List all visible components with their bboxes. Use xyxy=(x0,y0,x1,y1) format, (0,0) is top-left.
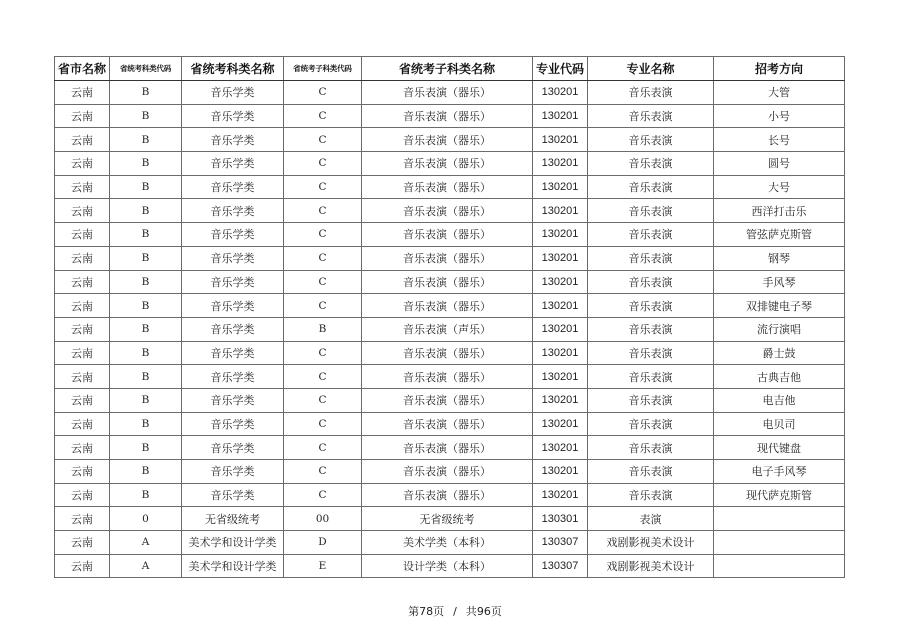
table-row xyxy=(55,128,845,152)
cell-subcategory-code: E xyxy=(284,554,362,578)
cell-subcategory-name: 音乐表演（器乐） xyxy=(362,436,533,460)
cell-subcategory-code: C xyxy=(284,483,362,507)
cell-major-name: 戏剧影视美术设计 xyxy=(588,554,714,578)
cell-direction: 电子手风琴 xyxy=(714,460,845,484)
cell-province: 云南 xyxy=(55,128,110,152)
cell-category-name: 音乐学类 xyxy=(182,175,284,199)
cell-subcategory-code: C xyxy=(284,460,362,484)
cell-category-name: 音乐学类 xyxy=(182,223,284,247)
cell-category-code: B xyxy=(110,317,182,341)
cell-major-name: 音乐表演 xyxy=(588,128,714,152)
cell-major-code: 130201 xyxy=(533,412,588,436)
cell-direction: 电贝司 xyxy=(714,412,845,436)
cell-major-code: 130201 xyxy=(533,152,588,176)
table-row xyxy=(55,341,845,365)
cell-subcategory-name: 美术学类（本科） xyxy=(362,531,533,555)
cell-category-name: 无省级统考 xyxy=(182,507,284,531)
cell-category-code: A xyxy=(110,554,182,578)
cell-province: 云南 xyxy=(55,294,110,318)
cell-major-code: 130201 xyxy=(533,270,588,294)
cell-major-name: 音乐表演 xyxy=(588,270,714,294)
cell-province: 云南 xyxy=(55,554,110,578)
cell-subcategory-code: C xyxy=(284,81,362,105)
table-row xyxy=(55,81,845,105)
cell-subcategory-code: C xyxy=(284,365,362,389)
cell-category-code: B xyxy=(110,436,182,460)
cell-major-name: 音乐表演 xyxy=(588,365,714,389)
header-row xyxy=(55,57,845,81)
cell-direction xyxy=(714,507,845,531)
cell-major-name: 音乐表演 xyxy=(588,104,714,128)
cell-major-name: 音乐表演 xyxy=(588,317,714,341)
cell-subcategory-code: C xyxy=(284,199,362,223)
cell-category-code: B xyxy=(110,412,182,436)
cell-province: 云南 xyxy=(55,507,110,531)
cell-category-name: 音乐学类 xyxy=(182,436,284,460)
cell-subcategory-name: 音乐表演（器乐） xyxy=(362,199,533,223)
table-row xyxy=(55,294,845,318)
cell-subcategory-code: C xyxy=(284,341,362,365)
cell-direction: 钢琴 xyxy=(714,246,845,270)
cell-direction: 双排键电子琴 xyxy=(714,294,845,318)
cell-major-name: 音乐表演 xyxy=(588,483,714,507)
cell-category-name: 音乐学类 xyxy=(182,294,284,318)
cell-category-code: A xyxy=(110,531,182,555)
cell-subcategory-code: 00 xyxy=(284,507,362,531)
cell-category-code: B xyxy=(110,270,182,294)
cell-province: 云南 xyxy=(55,270,110,294)
cell-subcategory-name: 音乐表演（器乐） xyxy=(362,104,533,128)
cell-category-name: 美术学和设计学类 xyxy=(182,554,284,578)
cell-subcategory-code: C xyxy=(284,128,362,152)
cell-province: 云南 xyxy=(55,317,110,341)
page-footer xyxy=(0,603,910,619)
table-row xyxy=(55,483,845,507)
current-page-label: 第78页 xyxy=(408,605,445,618)
table-row xyxy=(55,246,845,270)
cell-major-code: 130201 xyxy=(533,81,588,105)
cell-major-name: 音乐表演 xyxy=(588,175,714,199)
cell-subcategory-code: C xyxy=(284,436,362,460)
cell-direction: 管弦萨克斯管 xyxy=(714,223,845,247)
cell-province: 云南 xyxy=(55,104,110,128)
cell-major-name: 音乐表演 xyxy=(588,152,714,176)
cell-direction: 电吉他 xyxy=(714,388,845,412)
cell-category-code: B xyxy=(110,152,182,176)
table-header xyxy=(55,57,845,81)
cell-province: 云南 xyxy=(55,531,110,555)
cell-subcategory-code: C xyxy=(284,412,362,436)
header-subcategory-code: 省统考子科类代码 xyxy=(284,57,362,81)
cell-category-code: B xyxy=(110,388,182,412)
cell-direction: 爵士鼓 xyxy=(714,341,845,365)
cell-category-name: 音乐学类 xyxy=(182,81,284,105)
cell-category-name: 音乐学类 xyxy=(182,128,284,152)
header-subcategory-name: 省统考子科类名称 xyxy=(362,57,533,81)
cell-category-name: 音乐学类 xyxy=(182,152,284,176)
cell-major-name: 音乐表演 xyxy=(588,223,714,247)
cell-category-name: 音乐学类 xyxy=(182,412,284,436)
table-row xyxy=(55,531,845,555)
cell-category-code: B xyxy=(110,199,182,223)
cell-category-name: 音乐学类 xyxy=(182,104,284,128)
cell-subcategory-name: 音乐表演（器乐） xyxy=(362,223,533,247)
table-row xyxy=(55,507,845,531)
page-separator: / xyxy=(453,605,457,618)
table-row xyxy=(55,412,845,436)
cell-subcategory-code: C xyxy=(284,175,362,199)
table-row xyxy=(55,388,845,412)
table-row xyxy=(55,223,845,247)
header-major-name: 专业名称 xyxy=(588,57,714,81)
cell-direction: 手风琴 xyxy=(714,270,845,294)
cell-category-code: B xyxy=(110,246,182,270)
cell-direction xyxy=(714,554,845,578)
table-row xyxy=(55,175,845,199)
header-direction: 招考方向 xyxy=(714,57,845,81)
cell-subcategory-code: C xyxy=(284,388,362,412)
cell-category-name: 音乐学类 xyxy=(182,388,284,412)
cell-province: 云南 xyxy=(55,175,110,199)
cell-category-code: B xyxy=(110,104,182,128)
cell-direction xyxy=(714,531,845,555)
cell-direction: 古典吉他 xyxy=(714,365,845,389)
table-row xyxy=(55,104,845,128)
cell-subcategory-name: 音乐表演（器乐） xyxy=(362,152,533,176)
cell-category-name: 音乐学类 xyxy=(182,246,284,270)
table-row xyxy=(55,365,845,389)
cell-major-code: 130201 xyxy=(533,175,588,199)
cell-subcategory-name: 音乐表演（器乐） xyxy=(362,81,533,105)
cell-major-name: 音乐表演 xyxy=(588,81,714,105)
cell-category-code: 0 xyxy=(110,507,182,531)
cell-subcategory-name: 音乐表演（器乐） xyxy=(362,483,533,507)
cell-province: 云南 xyxy=(55,460,110,484)
table-row xyxy=(55,554,845,578)
cell-province: 云南 xyxy=(55,152,110,176)
cell-province: 云南 xyxy=(55,246,110,270)
cell-category-code: B xyxy=(110,341,182,365)
cell-category-code: B xyxy=(110,81,182,105)
cell-province: 云南 xyxy=(55,81,110,105)
table-body xyxy=(55,81,845,578)
cell-category-name: 音乐学类 xyxy=(182,199,284,223)
cell-major-code: 130201 xyxy=(533,223,588,247)
cell-subcategory-code: D xyxy=(284,531,362,555)
cell-province: 云南 xyxy=(55,341,110,365)
cell-major-name: 音乐表演 xyxy=(588,460,714,484)
cell-category-code: B xyxy=(110,175,182,199)
admissions-table xyxy=(54,56,845,578)
cell-category-code: B xyxy=(110,460,182,484)
cell-direction: 西洋打击乐 xyxy=(714,199,845,223)
cell-category-code: B xyxy=(110,128,182,152)
table-row xyxy=(55,460,845,484)
cell-subcategory-name: 音乐表演（器乐） xyxy=(362,412,533,436)
cell-subcategory-name: 音乐表演（器乐） xyxy=(362,388,533,412)
header-category-name: 省统考科类名称 xyxy=(182,57,284,81)
cell-subcategory-code: C xyxy=(284,270,362,294)
cell-major-code: 130301 xyxy=(533,507,588,531)
cell-category-name: 音乐学类 xyxy=(182,365,284,389)
total-pages-label: 共96页 xyxy=(465,605,502,618)
table-row xyxy=(55,317,845,341)
cell-subcategory-name: 音乐表演（器乐） xyxy=(362,128,533,152)
cell-major-code: 130201 xyxy=(533,199,588,223)
cell-major-name: 戏剧影视美术设计 xyxy=(588,531,714,555)
header-category-code: 省统考科类代码 xyxy=(110,57,182,81)
cell-category-name: 音乐学类 xyxy=(182,460,284,484)
header-province: 省市名称 xyxy=(55,57,110,81)
cell-direction: 小号 xyxy=(714,104,845,128)
header-major-code: 专业代码 xyxy=(533,57,588,81)
cell-subcategory-name: 音乐表演（器乐） xyxy=(362,341,533,365)
cell-subcategory-code: C xyxy=(284,104,362,128)
cell-category-name: 音乐学类 xyxy=(182,483,284,507)
cell-subcategory-name: 音乐表演（声乐） xyxy=(362,317,533,341)
cell-subcategory-code: C xyxy=(284,246,362,270)
cell-category-code: B xyxy=(110,365,182,389)
cell-province: 云南 xyxy=(55,223,110,247)
cell-subcategory-name: 音乐表演（器乐） xyxy=(362,270,533,294)
cell-province: 云南 xyxy=(55,412,110,436)
cell-province: 云南 xyxy=(55,365,110,389)
cell-subcategory-name: 音乐表演（器乐） xyxy=(362,175,533,199)
cell-subcategory-code: B xyxy=(284,317,362,341)
cell-major-code: 130201 xyxy=(533,365,588,389)
cell-major-code: 130201 xyxy=(533,436,588,460)
cell-major-code: 130201 xyxy=(533,294,588,318)
cell-province: 云南 xyxy=(55,436,110,460)
cell-category-name: 美术学和设计学类 xyxy=(182,531,284,555)
cell-direction: 流行演唱 xyxy=(714,317,845,341)
cell-direction: 长号 xyxy=(714,128,845,152)
cell-subcategory-code: C xyxy=(284,294,362,318)
cell-category-code: B xyxy=(110,294,182,318)
cell-subcategory-code: C xyxy=(284,152,362,176)
cell-province: 云南 xyxy=(55,199,110,223)
table-row xyxy=(55,270,845,294)
cell-major-name: 音乐表演 xyxy=(588,294,714,318)
cell-category-name: 音乐学类 xyxy=(182,270,284,294)
cell-province: 云南 xyxy=(55,483,110,507)
cell-major-name: 表演 xyxy=(588,507,714,531)
cell-major-code: 130307 xyxy=(533,554,588,578)
cell-major-code: 130201 xyxy=(533,104,588,128)
cell-direction: 大号 xyxy=(714,175,845,199)
cell-major-code: 130201 xyxy=(533,128,588,152)
cell-major-name: 音乐表演 xyxy=(588,436,714,460)
cell-major-name: 音乐表演 xyxy=(588,199,714,223)
cell-direction: 圆号 xyxy=(714,152,845,176)
cell-subcategory-name: 设计学类（本科） xyxy=(362,554,533,578)
cell-major-name: 音乐表演 xyxy=(588,341,714,365)
cell-major-name: 音乐表演 xyxy=(588,388,714,412)
cell-major-code: 130201 xyxy=(533,483,588,507)
cell-subcategory-name: 音乐表演（器乐） xyxy=(362,246,533,270)
cell-major-code: 130201 xyxy=(533,317,588,341)
cell-subcategory-name: 音乐表演（器乐） xyxy=(362,460,533,484)
cell-major-code: 130201 xyxy=(533,341,588,365)
cell-category-code: B xyxy=(110,483,182,507)
table-row xyxy=(55,199,845,223)
cell-category-name: 音乐学类 xyxy=(182,317,284,341)
cell-major-code: 130201 xyxy=(533,246,588,270)
cell-major-name: 音乐表演 xyxy=(588,246,714,270)
cell-direction: 大管 xyxy=(714,81,845,105)
cell-major-code: 130201 xyxy=(533,388,588,412)
table-row xyxy=(55,436,845,460)
cell-subcategory-name: 音乐表演（器乐） xyxy=(362,365,533,389)
cell-province: 云南 xyxy=(55,388,110,412)
table-row xyxy=(55,152,845,176)
cell-direction: 现代键盘 xyxy=(714,436,845,460)
cell-subcategory-name: 无省级统考 xyxy=(362,507,533,531)
cell-category-code: B xyxy=(110,223,182,247)
cell-category-name: 音乐学类 xyxy=(182,341,284,365)
cell-major-code: 130201 xyxy=(533,460,588,484)
cell-direction: 现代萨克斯管 xyxy=(714,483,845,507)
cell-major-code: 130307 xyxy=(533,531,588,555)
cell-subcategory-name: 音乐表演（器乐） xyxy=(362,294,533,318)
cell-major-name: 音乐表演 xyxy=(588,412,714,436)
cell-subcategory-code: C xyxy=(284,223,362,247)
